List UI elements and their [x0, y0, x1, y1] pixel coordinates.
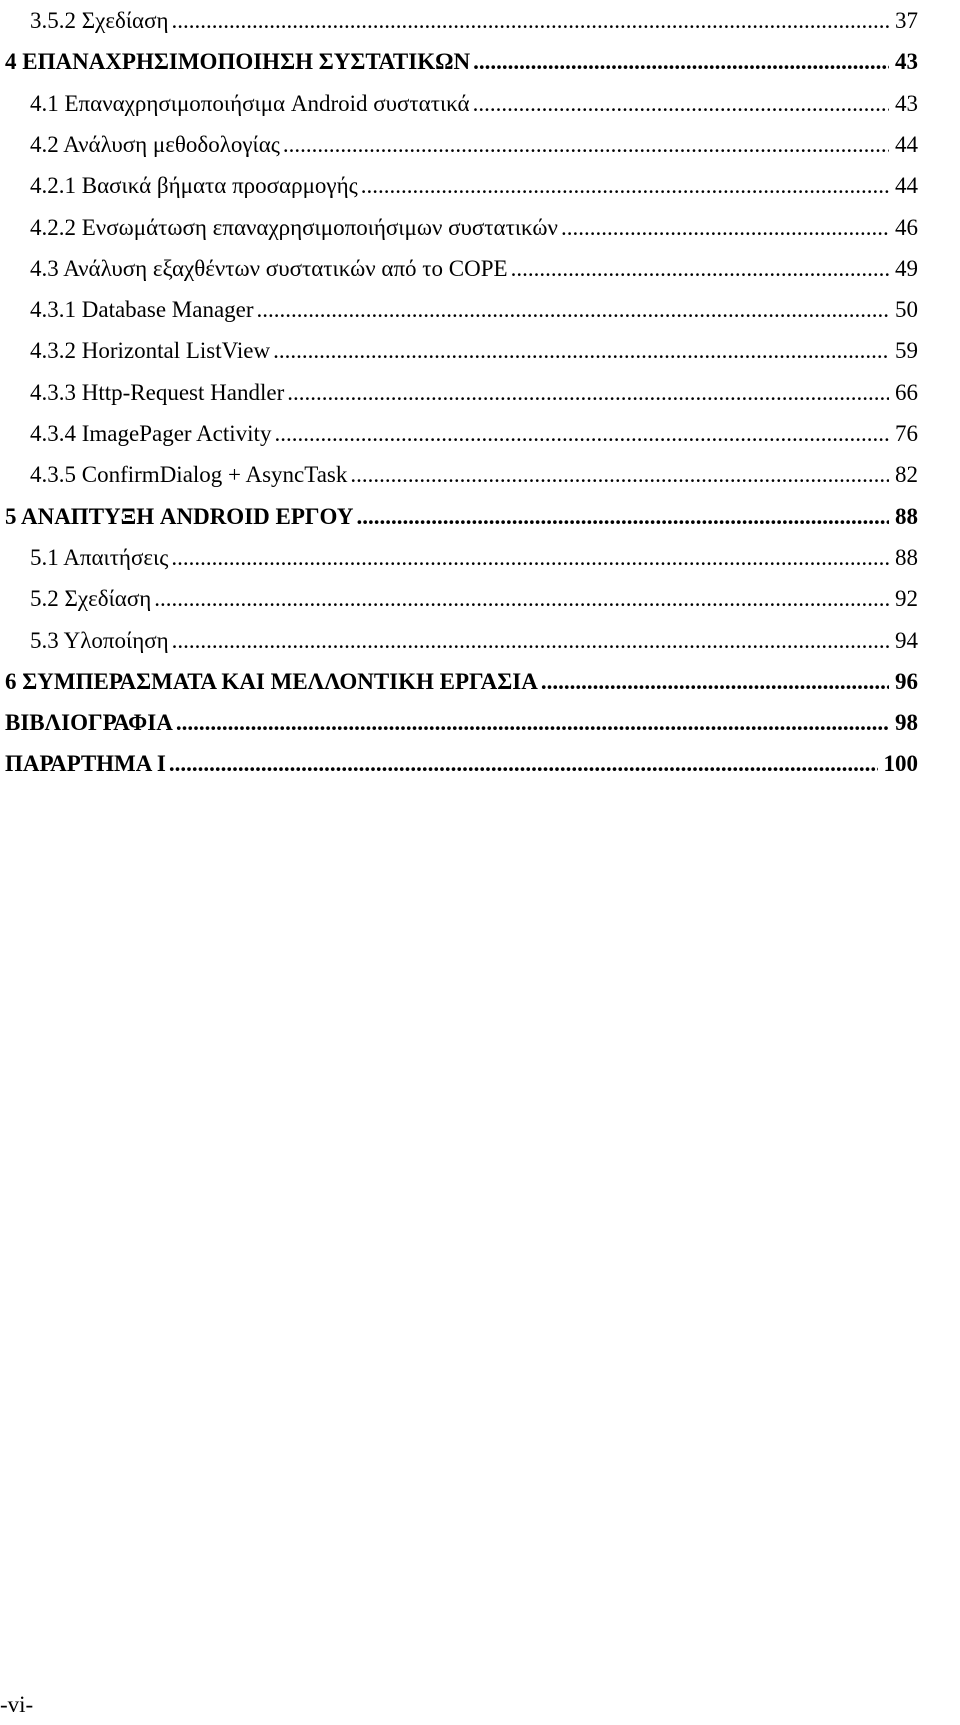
toc-section-entry[interactable] — [30, 531, 918, 571]
toc-entry-page-number: 96 — [895, 668, 918, 694]
toc-entry-page-number: 37 — [895, 8, 918, 33]
toc-dot-leader — [473, 49, 889, 75]
toc-entry-page-number: 43 — [895, 90, 918, 116]
toc-entry-title: 5.3 Υλοποίηση — [30, 627, 169, 653]
toc-entry-title: 4.2.1 Βασικά βήματα προσαρμογής — [30, 173, 358, 199]
toc-section-entry[interactable] — [30, 201, 918, 241]
toc-chapter-entry[interactable] — [5, 655, 918, 695]
toc-dot-leader — [541, 669, 889, 695]
toc-entry-title: 4.3.2 Horizontal ListView — [30, 338, 271, 364]
toc-section-entry[interactable] — [30, 159, 918, 199]
toc-dot-leader — [511, 256, 889, 282]
toc-entry-title: 4.3.4 ImagePager Activity — [30, 421, 272, 446]
toc-entry-page-number: 43 — [895, 49, 918, 75]
toc-section-entry[interactable] — [30, 614, 918, 654]
toc-section-entry[interactable] — [30, 242, 918, 282]
toc-dot-leader — [171, 545, 889, 571]
toc-dot-leader — [287, 380, 889, 406]
toc-dot-leader — [176, 710, 889, 736]
toc-chapter-entry[interactable] — [5, 35, 918, 75]
toc-entry-title: 4.3.5 ConfirmDialog + AsyncTask — [30, 462, 348, 488]
toc-dot-leader — [273, 338, 889, 364]
toc-entry-page-number: 49 — [895, 255, 918, 281]
page-number: -vi- — [0, 1692, 34, 1717]
toc-entry-title: 6 ΣΥΜΠΕΡΑΣΜΑΤΑ ΚΑΙ ΜΕΛΛΟΝΤΙΚΗ ΕΡΓΑΣΙΑ — [5, 668, 538, 694]
toc-chapter-entry[interactable] — [5, 490, 918, 530]
toc-entry-page-number: 44 — [895, 131, 918, 157]
toc-section-entry[interactable] — [30, 77, 918, 117]
toc-entry-title: 4.3 Ανάλυση εξαχθέντων συστατικών από το COPE — [30, 255, 508, 281]
toc-entry-page-number: 44 — [895, 173, 918, 199]
toc-entry-title: 4.2 Ανάλυση μεθοδολογίας — [30, 131, 280, 157]
toc-entry-title: 4 ΕΠΑΝΑΧΡΗΣΙΜΟΠΟΙΗΣΗ ΣΥΣΤΑΤΙΚΩΝ — [5, 49, 471, 75]
toc-entry-title: 4.3.1 Database Manager — [30, 297, 254, 323]
toc-entry-title: ΠΑΡΑΡΤΗΜΑ Ι — [5, 751, 166, 777]
toc-chapter-entry[interactable] — [5, 696, 918, 736]
toc-section-entry[interactable] — [30, 407, 918, 447]
toc-section-entry[interactable] — [30, 283, 918, 323]
toc-entry-title: 4.1 Επαναχρησιμοποιήσιμα Android συστατικά — [30, 90, 470, 116]
toc-entry-page-number: 88 — [895, 544, 918, 570]
toc-dot-leader — [283, 132, 889, 158]
toc-entry-title: ΒΙΒΛΙΟΓΡΑΦΙΑ — [5, 710, 173, 736]
toc-entry-page-number: 66 — [895, 379, 918, 405]
toc-entry-page-number: 88 — [895, 503, 918, 529]
toc-dot-leader — [361, 173, 889, 199]
toc-dot-leader — [172, 628, 889, 654]
toc-entry-title: 5.1 Απαιτήσεις — [30, 544, 169, 570]
toc-section-entry[interactable] — [30, 0, 918, 34]
toc-entry-page-number: 98 — [895, 710, 918, 736]
toc-dot-leader — [350, 462, 889, 488]
toc-section-entry[interactable] — [30, 448, 918, 488]
toc-entry-title: 4.2.2 Ενσωμάτωση επαναχρησιμοποιήσιμων συστατικών — [30, 214, 558, 240]
toc-chapter-entry[interactable] — [5, 737, 918, 777]
toc-entry-page-number: 100 — [883, 751, 918, 777]
toc-entry-page-number: 94 — [895, 627, 918, 653]
toc-entry-page-number: 82 — [895, 462, 918, 488]
toc-dot-leader — [154, 586, 889, 612]
toc-dot-leader — [473, 91, 889, 117]
toc-section-entry[interactable] — [30, 366, 918, 406]
toc-dot-leader — [172, 8, 889, 34]
toc-section-entry[interactable] — [30, 118, 918, 158]
toc-entry-page-number: 50 — [895, 297, 918, 323]
toc-entry-title: 3.5.2 Σχεδίαση — [30, 8, 169, 33]
toc-entry-page-number: 92 — [895, 586, 918, 612]
toc-entry-title: 5.2 Σχεδίαση — [30, 586, 152, 612]
toc-entry-page-number: 46 — [895, 214, 918, 240]
toc-entry-page-number: 76 — [895, 421, 918, 446]
toc-dot-leader — [169, 751, 878, 777]
toc-dot-leader — [257, 297, 889, 323]
toc-entry-page-number: 59 — [895, 338, 918, 364]
toc-section-entry[interactable] — [30, 324, 918, 364]
toc-entry-title: 5 ΑΝΑΠΤΥΞΗ ANDROID ΕΡΓΟΥ — [5, 503, 354, 529]
toc-dot-leader — [561, 215, 889, 241]
toc-section-entry[interactable] — [30, 572, 918, 612]
toc-dot-leader — [356, 504, 889, 530]
toc-dot-leader — [274, 421, 889, 447]
toc-entry-title: 4.3.3 Http-Request Handler — [30, 379, 285, 405]
